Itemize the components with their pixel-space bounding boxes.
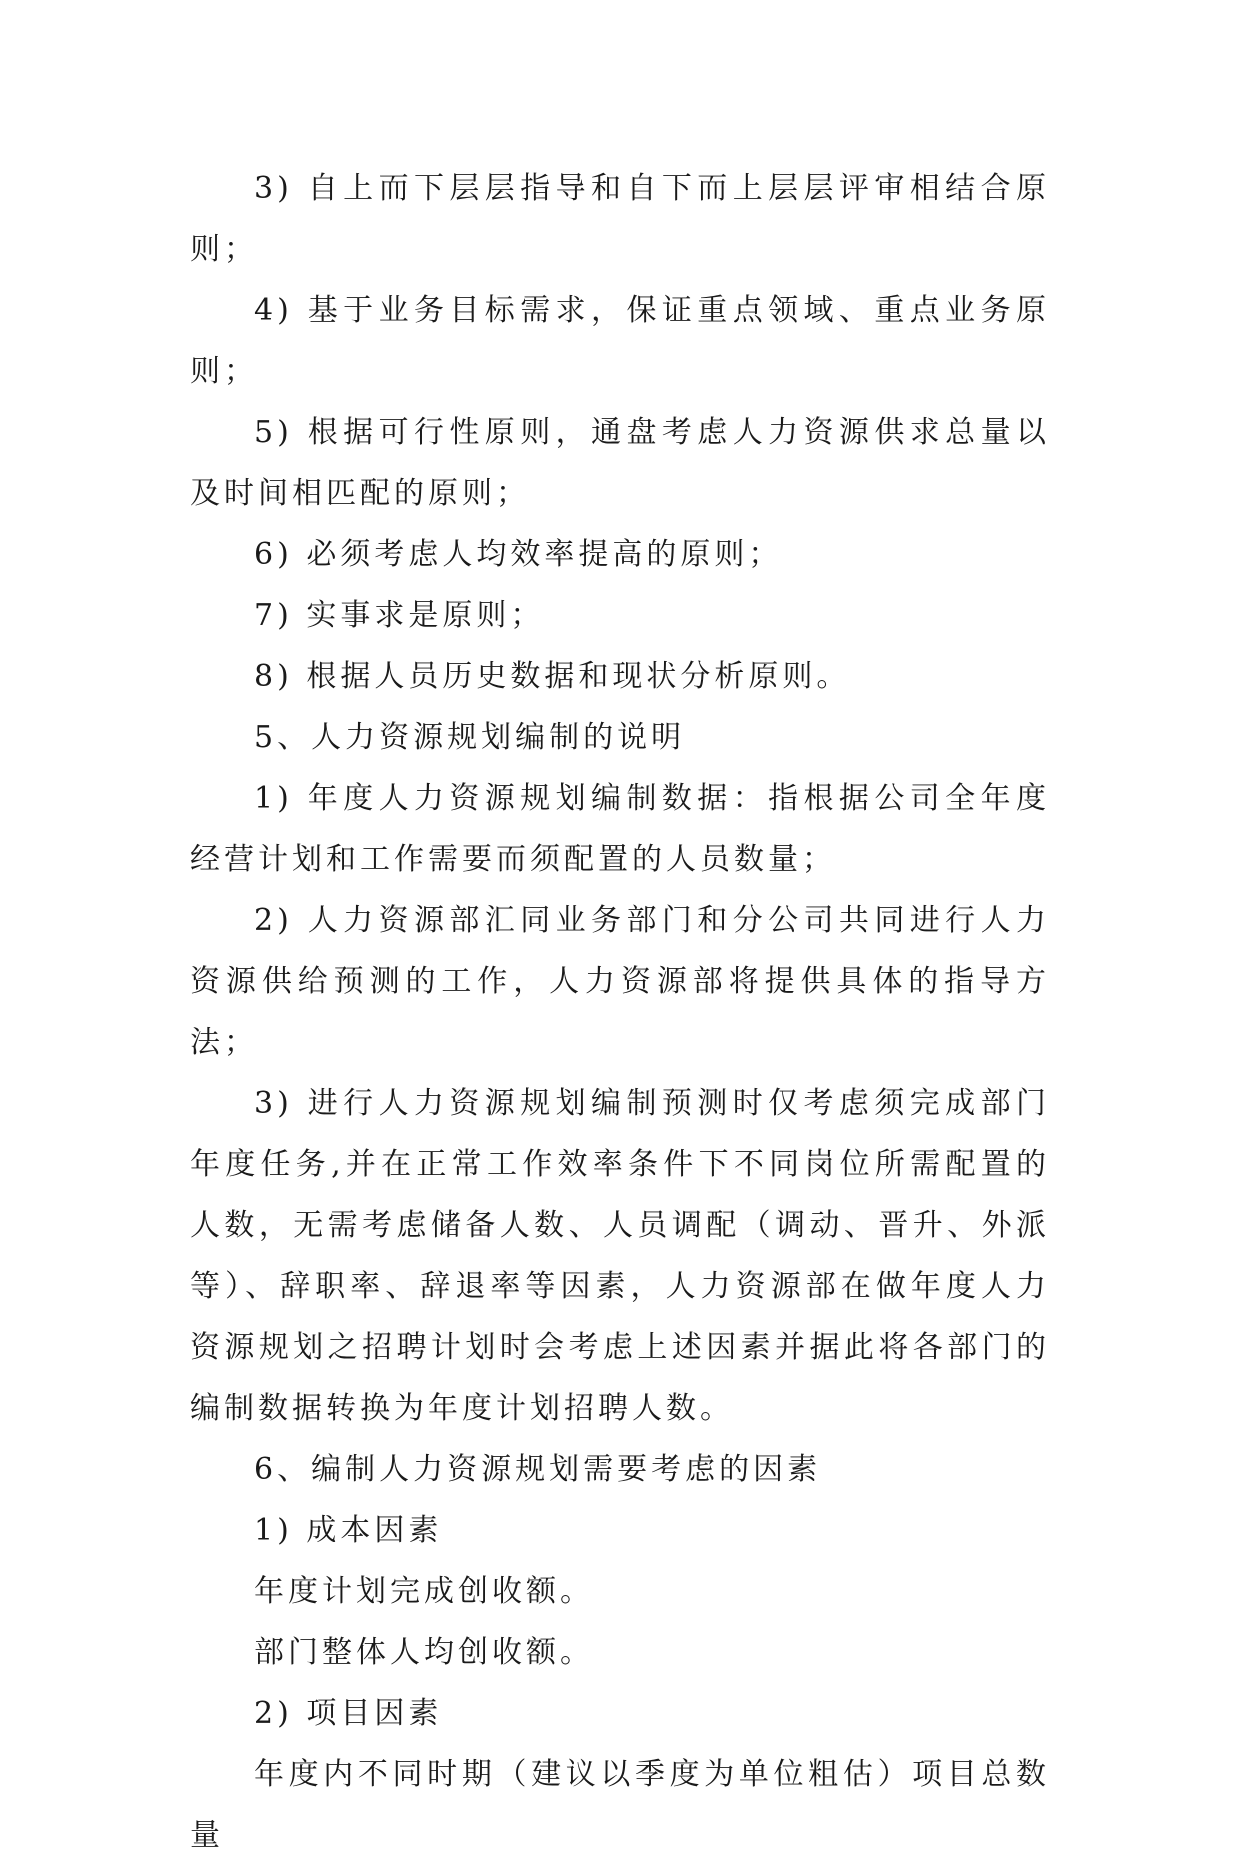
paragraph-explanation-3: 3) 进行人力资源规划编制预测时仅考虑须完成部门年度任务,并在正常工作效率条件下不同岗位所需配置的人数，无需考虑储备人数、人员调配（调动、晋升、外派等）、辞职率、辞退率等因素，人力资源部在做年度人力资源规划之招聘计划时会考虑上述因素并据此将各部门的编制数据转换为年度计划招聘人数。 bbox=[190, 1086, 1050, 1426]
paragraph-principle-6: 6) 必须考虑人均效率提高的原则； bbox=[254, 537, 783, 572]
paragraph-principle-5: 5) 根据可行性原则，通盘考虑人力资源供求总量以及时间相匹配的原则； bbox=[190, 415, 1050, 511]
paragraph-principle-8: 8) 根据人员历史数据和现状分析原则。 bbox=[254, 659, 851, 694]
section-heading-6: 6、编制人力资源规划需要考虑的因素 bbox=[254, 1452, 822, 1487]
factor-item-annual-revenue: 年度计划完成创收额。 bbox=[254, 1574, 594, 1609]
paragraph-principle-7: 7) 实事求是原则； bbox=[254, 598, 545, 633]
paragraph-explanation-1: 1) 年度人力资源规划编制数据：指根据公司全年度经营计划和工作需要而须配置的人员数量； bbox=[190, 781, 1050, 877]
factor-heading-project: 2) 项目因素 bbox=[254, 1696, 443, 1731]
factor-item-project-count: 年度内不同时期（建议以季度为单位粗估）项目总数量 bbox=[190, 1757, 1050, 1853]
factor-item-per-capita-revenue: 部门整体人均创收额。 bbox=[254, 1635, 594, 1670]
paragraph-principle-3: 3) 自上而下层层指导和自下而上层层评审相结合原则； bbox=[190, 171, 1050, 267]
factor-heading-cost: 1) 成本因素 bbox=[254, 1513, 443, 1548]
paragraph-explanation-2: 2) 人力资源部汇同业务部门和分公司共同进行人力资源供给预测的工作，人力资源部将提供具体的指导方法； bbox=[190, 903, 1050, 1060]
paragraph-principle-4: 4) 基于业务目标需求，保证重点领域、重点业务原则； bbox=[190, 293, 1050, 389]
section-heading-5: 5、人力资源规划编制的说明 bbox=[254, 720, 686, 755]
document-body bbox=[190, 158, 1050, 1866]
